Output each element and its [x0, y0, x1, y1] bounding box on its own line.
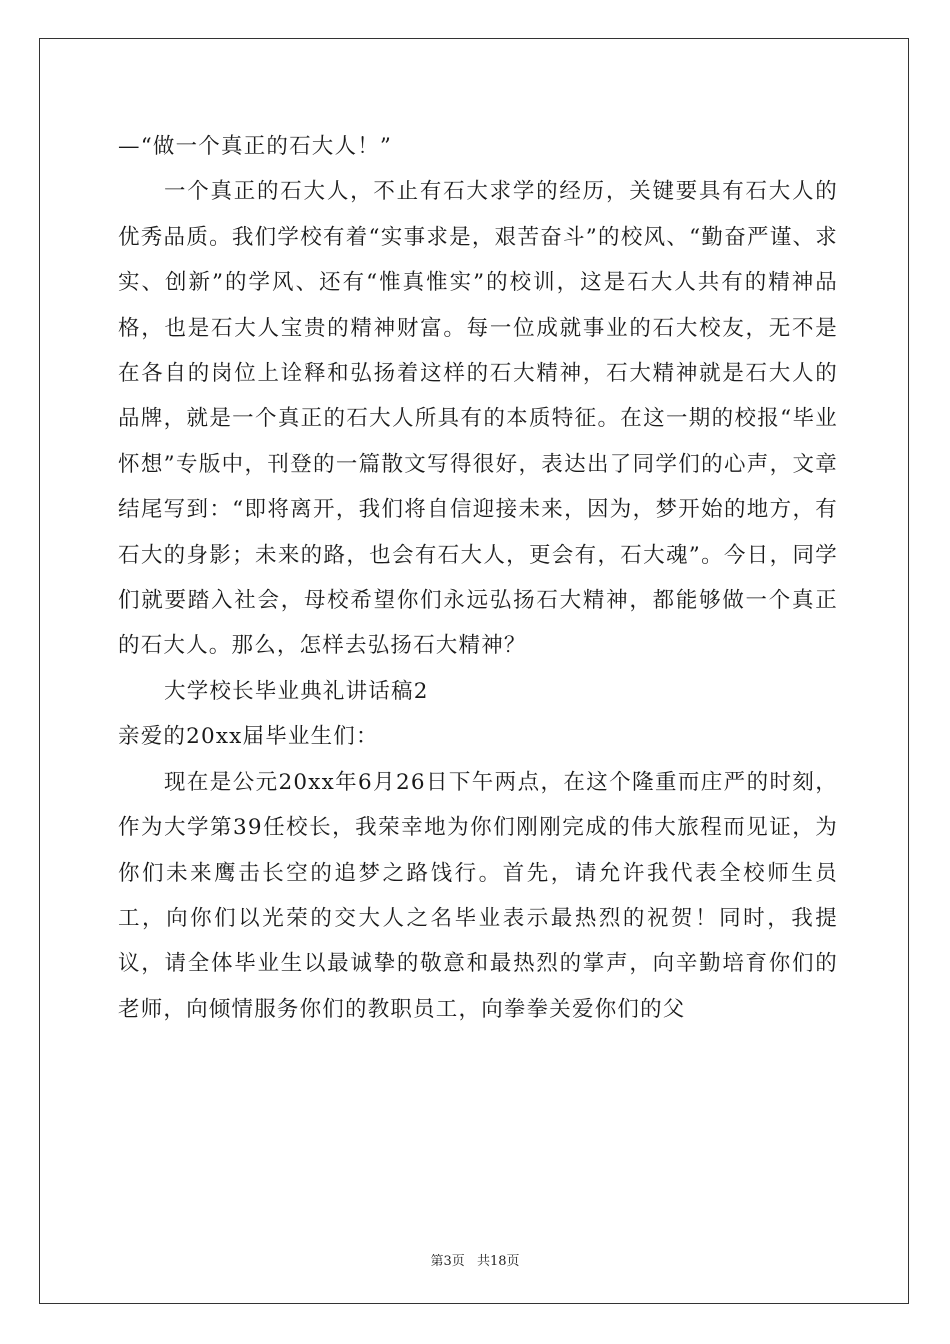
section-heading: 大学校长毕业典礼讲话稿2: [164, 678, 429, 704]
document-body: [118, 124, 838, 1032]
page-total: 共18页: [476, 1254, 520, 1269]
paragraph-dash-title: —“做一个真正的石大人！”: [118, 134, 393, 159]
paragraph-speech-opening: 现在是公元20xx年6月26日下午两点，在这个隆重而庄严的时刻，作为大学第39任校长，我荣幸地为你们刚刚完成的伟大旅程而见证，为你们未来鹰击长空的追梦之路饯行。首先，请允许我代表全校师生员工，向你们以光荣的交大人之名毕业表示最热烈的祝贺！同时，我提议，请全体毕业生以最诚挚的敬意和最热烈的掌声，向辛勤培育你们的老师，向倾情服务你们的教职员工，向拳拳关爱你们的父: [118, 769, 838, 1022]
salutation: 亲爱的20xx届毕业生们：: [118, 724, 379, 750]
page-footer: [0, 1250, 950, 1269]
paragraph-shida-spirit: 一个真正的石大人，不止有石大求学的经历，关键要具有石大人的优秀品质。我们学校有着“实事求是，艰苦奋斗”的校风、“勤奋严谨、求实、创新”的学风、还有“惟真惟实”的校训，这是石大人共有的精神品格，也是石大人宝贵的精神财富。每一位成就事业的石大校友，无不是在各自的岗位上诠释和弘扬着这样的石大精神，石大精神就是石大人的品牌，就是一个真正的石大人所具有的本质特征。在这一期的校报“毕业怀想”专版中，刊登的一篇散文写得很好，表达出了同学们的心声，文章结尾写到：“即将离开，我们将自信迎接未来，因为，梦开始的地方，有石大的身影；未来的路，也会有石大人，更会有，石大魂”。今日，同学们就要踏入社会，母校希望你们永远弘扬石大精神，都能够做一个真正的石大人。那么，怎样去弘扬石大精神？: [118, 179, 838, 659]
page-number: 第3页: [430, 1254, 465, 1269]
